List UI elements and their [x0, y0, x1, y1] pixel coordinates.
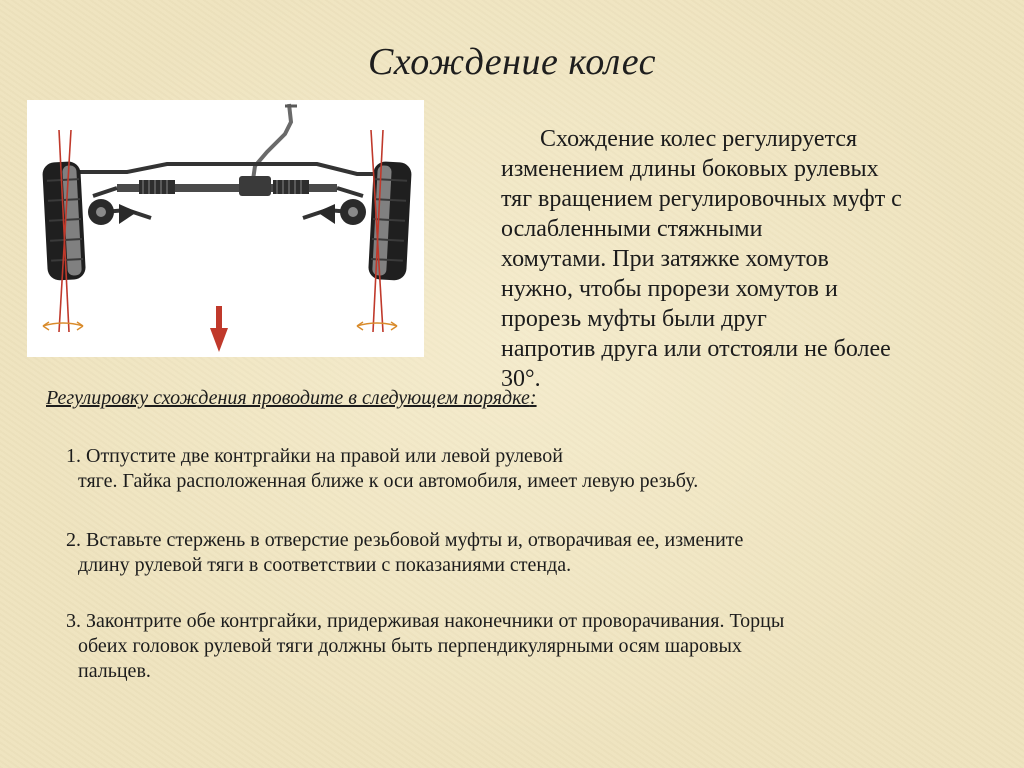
step-line: 3. Законтрите обе контргайки, придерживая наконечники от проворачивания. Торцы — [66, 610, 785, 632]
order-heading — [46, 387, 537, 410]
step-line: тяге. Гайка расположенная ближе к оси автомобиля, имеет левую резьбу. — [78, 470, 699, 492]
left-tie-rod — [93, 188, 117, 196]
order-heading-text: Регулировку схождения проводите в следующем порядке — [46, 387, 530, 409]
step-line: длину рулевой тяги в соответствии с показаниями стенда. — [78, 554, 572, 576]
step-line: 1. Отпустите две контргайки на правой или левой рулевой — [66, 445, 563, 467]
intro-line: напротив друга или отстояли не более — [501, 336, 891, 362]
intro-line: хомутами. При затяжке хомутов — [501, 246, 829, 272]
intro-line: нужно, чтобы прорези хомутов и — [501, 276, 838, 302]
right-angle-marker — [357, 322, 397, 330]
left-bellows — [139, 180, 175, 194]
intro-line: изменением длины боковых рулевых — [501, 156, 879, 182]
step-line: 2. Вставьте стержень в отверстие резьбовой муфты и, отворачивая ее, измените — [66, 529, 744, 551]
intro-line: ослабленными стяжными — [501, 216, 763, 242]
steering-toe-diagram — [27, 100, 424, 357]
page-title: Схождение колес — [367, 41, 657, 83]
intro-paragraph — [501, 124, 981, 394]
frame-bar — [77, 164, 377, 174]
steering-gearbox — [239, 176, 271, 196]
left-angle-marker — [43, 322, 83, 330]
steering-diagram-svg — [27, 100, 424, 357]
right-tie-rod — [337, 188, 363, 196]
direction-arrow — [210, 306, 228, 352]
order-heading-colon: : — [529, 387, 537, 409]
intro-line: Схождение колес регулируется — [540, 126, 858, 152]
intro-line: 30°. — [501, 366, 541, 392]
step-line: пальцев. — [78, 660, 151, 682]
step-line: обеих головок рулевой тяги должны быть перпендикулярными осям шаровых — [78, 635, 742, 657]
step-1 — [66, 444, 946, 494]
step-3 — [66, 609, 996, 684]
step-2 — [66, 528, 966, 578]
intro-line: прорезь муфты были друг — [501, 306, 767, 332]
steering-column — [253, 104, 291, 180]
right-bellows — [273, 180, 309, 194]
intro-line: тяг вращением регулировочных муфт с — [501, 186, 902, 212]
